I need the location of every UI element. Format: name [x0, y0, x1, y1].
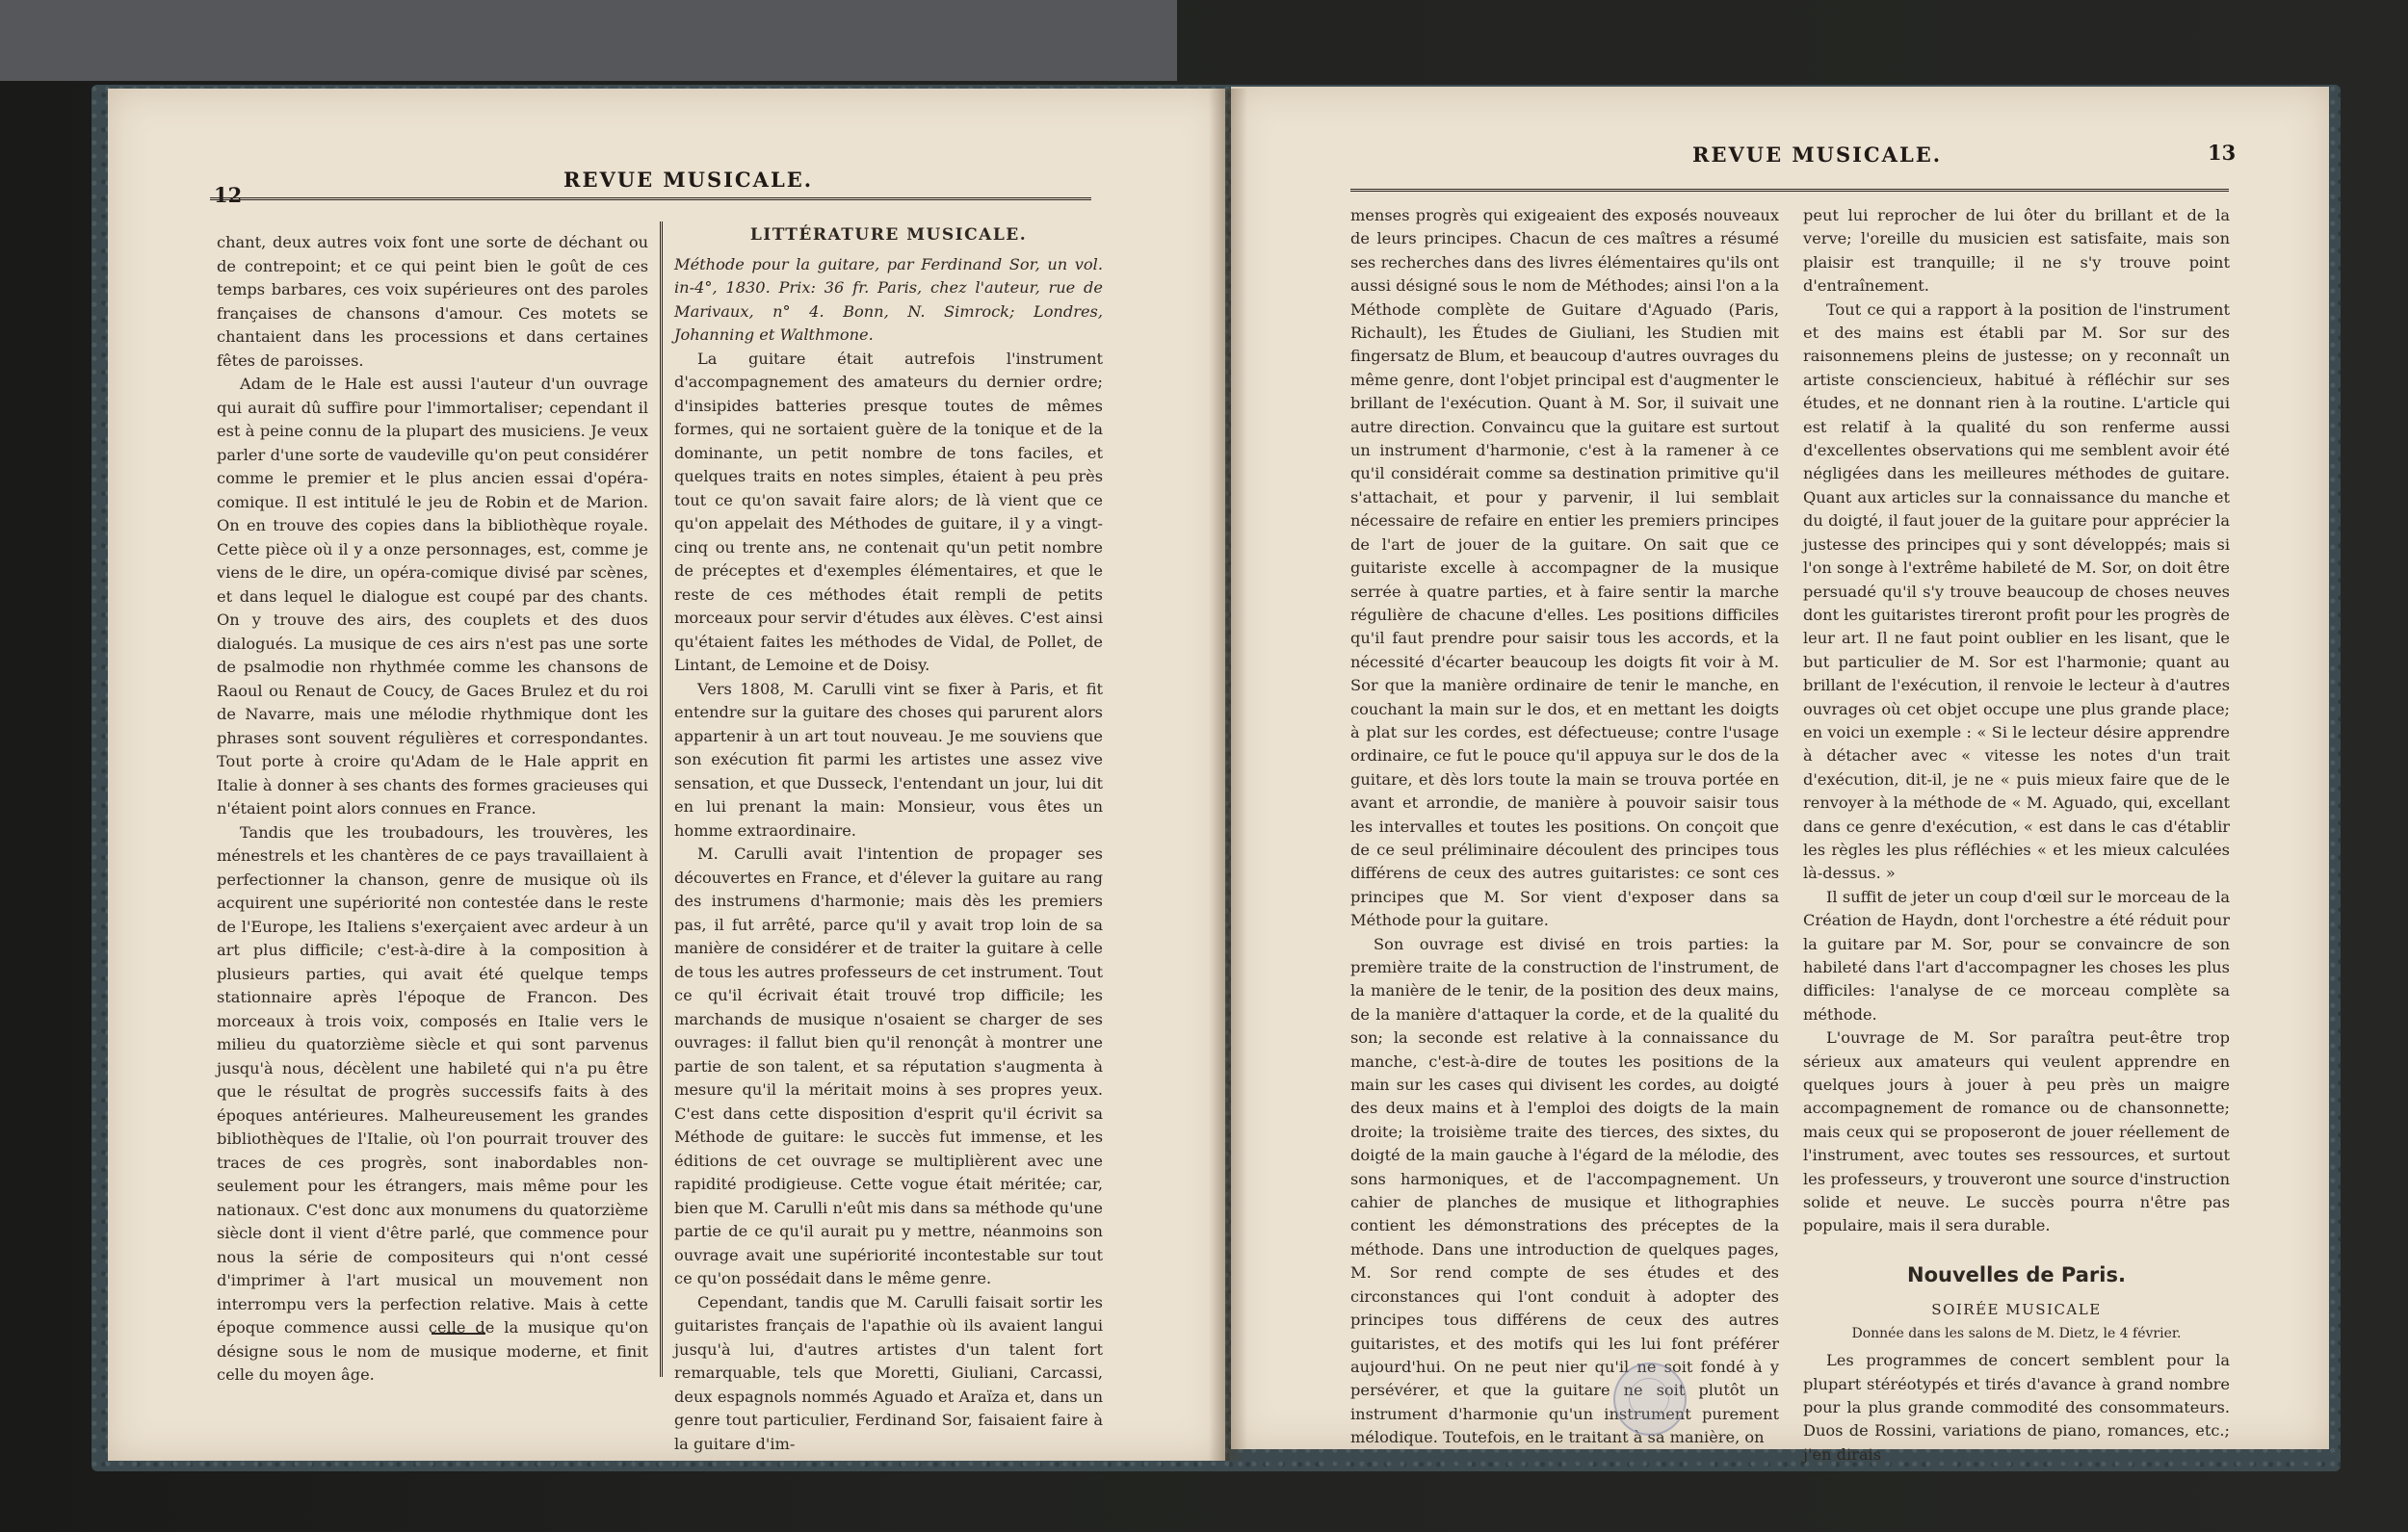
paragraph: M. Carulli avait l'intention de propager ses découvertes en France, et d'élever la guitare au rang des instrumens d'harmonie; mais dès les premiers pas, il fut arrêté, parce qu'il y avait trop loin de sa manière de considérer et de traiter la guitare à celle de tous les autres professeurs de cet instrument. Tout ce qu'il écrivait était trouvé trop difficile; les marchands de musique n'osaient se charger de ses ouvrages: il fallut bien qu'il renonçât à montrer une partie de son talent, et sa réputation s'augmenta à mesure qu'il la méritait moins à ses propres yeux. C'est dans cette disposition d'esprit qu'il écrivit sa Méthode de guitare: le succès fut immense, et les éditions de cet ouvrage se multiplièrent avec une rapidité prodigieuse. Cette vogue était méritée; car, bien que M. Carulli n'eût mis dans sa méthode qu'une partie de ce qu'il aurait pu y mettre, néanmoins son ouvrage avait une supériorité incontestable sur tout ce qu'on possédait dans le même genre.	[674, 844, 1103, 1287]
paragraph: Vers 1808, M. Carulli vint se fixer à Paris, et fit entendre sur la guitare des choses qui parurent alors appartenir à un art tout nouveau. Je me souviens que son exécution fit parmi les artistes une assez vive sensation, et que Dusseck, l'entendant un jour, lui dit en lui prenant la main: Monsieur, vous êtes un homme extraordinaire.	[674, 679, 1103, 840]
paragraph: L'ouvrage de M. Sor paraîtra peut-être trop sérieux aux amateurs qui veulent apprendre en quelques jours à jouer à peu près un maigre accompagnement de romance ou de chansonnette; mais ceux qui se proposeront de jouer réellement de l'instrument, avec toutes ses ressources, et surtout les professeurs, y trouveront une source d'instruction solide et neuve. Le succès pourra n'être pas populaire, mais il sera durable.	[1803, 1028, 2230, 1235]
paragraph: Les programmes de concert semblent pour la plupart stéréotypés et tirés d'avance à grand nombre pour la plus grande commodité des consommateurs. Duos de Rossini, variations de piano, romances, etc.; j'en dirais	[1803, 1351, 2230, 1464]
paragraph: Tout ce qui a rapport à la position de l'instrument et des mains est établi par M. Sor sur des raisonnemens pleins de justesse; on y reconnaît un artiste consciencieux, habitué à réfléchir sur ses études, et ne donnant rien à la routine. L'article qui est relatif à la qualité du son renferme aussi d'excellentes observations qui me semblent avoir été négligées dans les meilleures méthodes de guitare. Quant aux articles sur la connaissance du manche et du doigté, il faut jouer de la guitare pour apprécier la justesse des principes qui y sont développés; mais si l'on songe à l'extrême habileté de M. Sor, on doit être persuadé qu'il s'y trouve beaucoup de choses neuves dont les guitaristes tireront profit pour les progrès de leur art. Il ne faut point oublier en les lisant, que le but particulier de M. Sor est l'harmonie; quant au brillant de l'exécution, il renvoie le lecteur à d'autres ouvrages où cet objet occupe une plus grande place; en voici un exemple : « Si le lecteur désire apprendre à détacher avec « vitesse les notes d'un trait d'exécution, dit-il, je ne « puis mieux faire que de le renvoyer à la méthode de « M. Aguado, qui, excellant dans ce genre d'exécution, « est dans le cas d'établir les règles les plus réfléchies « et les mieux calculées là-dessus. »	[1803, 299, 2230, 883]
right-column-2	[1803, 204, 2230, 1467]
section-title: LITTÉRATURE MUSICALE.	[749, 225, 1028, 245]
paragraph: chant, deux autres voix font une sorte de déchant ou de contrepoint; et ce qui peint bien le goût de ces temps barbares, ces voix supérieures ont des paroles françaises de chansons d'amour. Ces motets se chantaient dans les processions et dans certaines fêtes de paroisses.	[217, 233, 648, 370]
news-title: Nouvelles de Paris.	[1907, 1262, 2126, 1286]
paragraph: Son ouvrage est divisé en trois parties: la première traite de la construction de l'instrument, de la manière de le tenir, de la position des deux mains, de la manière d'attaquer la corde, et de la qualité du son; la seconde est relative à la connaissance du manche, c'est-à-dire de toutes les positions de la main sur les cases qui divisent les cordes, au doigté des deux mains et à l'emploi des doigts de la main droite; la troisième traite des tierces, des sixtes, du doigté de la main gauche à l'égard de la mélodie, des sons harmoniques, et de l'accompagnement. Un cahier de planches de musique et lithographies contient les démonstrations des préceptes de la méthode. Dans une introduction de quelques pages, M. Sor rend compte de ses études et des circonstances qui l'ont conduit à adopter des principes tous différens de ceux des autres guitaristes, et des motifs qui les lui font préférer aujourd'hui. On ne peut nier qu'il ne soit fondé à y persévérer, et que la guitare ne soit plutôt un instrument d'harmonie qu'un instrument purement mélodique. Toutefois, en le traitant à sa manière, on	[1350, 934, 1779, 1447]
right-column-1	[1350, 204, 1779, 1450]
bibliographic-entry: Méthode pour la guitare, par Ferdinand Sor, un vol. in-4°, 1830. Prix: 36 fr. Paris, chez l'auteur, rue de Marivaux, n° 4. Bonn, N. Simrock; Londres, Johanning et Walthmone.	[674, 254, 1103, 344]
left-column-2	[674, 223, 1103, 1456]
paragraph: Adam de le Hale est aussi l'auteur d'un ouvrage qui aurait dû suffire pour l'immortaliser; cependant il est à peine connu de la plupart des musiciens. Je veux parler d'une sorte de vaudeville qu'on peut considérer comme le premier et le plus ancien essai d'opéra-comique. Il est intitulé le jeu de Robin et de Marion. On en trouve des copies dans la bibliothèque royale. Cette pièce où il y a onze personnages, est, comme je viens de le dire, un opéra-comique divisé par scènes, et dans lequel le dialogue est coupé par des chants. On y trouve des airs, des couplets et des duos dialogués. La musique de ces airs n'est pas une sorte de psalmodie non rhythmée comme les chansons de Raoul ou Renaut de Coucy, de Gaces Brulez et du roi de Navarre, mais une mélodie rhythmique dont les phrases sont souvent régulières et correspondantes. Tout porte à croire qu'Adam de le Hale apprit en Italie à donner à ses chants des formes gracieuses qui n'étaient point alors connues en France.	[217, 375, 648, 818]
soiree-title: SOIRÉE MUSICALE	[1931, 1301, 2102, 1319]
paragraph: Il suffit de jeter un coup d'œil sur le morceau de la Création de Haydn, dont l'orchestre a été réduit pour la guitare par M. Sor, pour se convaincre de son habileté dans l'art d'accompagner les choses les plus difficiles: l'analyse de ce morceau complète sa méthode.	[1803, 887, 2230, 1024]
paragraph: Tandis que les troubadours, les trouvères, les ménestrels et les chantères de ce pays travaillaient à perfectionner la chanson, genre de musique où ils acquirent une supériorité non contestée dans le reste de l'Europe, les Italiens s'exerçaient avec ardeur à un art plus difficile; c'est-à-dire à la composition à plusieurs parties, qui avait été quelque temps stationnaire après l'époque de Francon. Des morceaux à trois voix, composés en Italie vers le milieu du quatorzième siècle et qui sont parvenus jusqu'à nous, décèlent une habileté qui n'a pu être que le résultat de progrès successifs faits à des époques antérieures. Malheureusement les grandes bibliothèques de l'Italie, où l'on pourrait trouver des traces de ces progrès, sont inabordables non-seulement pour les étrangers, mais même pour les nationaux. C'est donc aux monumens du quatorzième siècle dont il vient d'être parlé, que commence pour nous la série de compositeurs qui n'ont cessé d'imprimer à l'art musical un mouvement non interrompu vers la perfection relative. Mais à cette époque commence aussi celle de la musique qu'on désigne sous le nom de musique moderne, et finit celle du moyen âge.	[217, 822, 648, 1384]
running-header-left: REVUE MUSICALE.	[563, 168, 814, 192]
header-rule-right	[1350, 189, 2229, 192]
paragraph: peut lui reprocher de lui ôter du brillant et de la verve; l'oreille du musicien est satisfaite, mais son plaisir est tranquille; il ne s'y trouve point d'entraînement.	[1803, 206, 2230, 296]
section-end-rule	[432, 1333, 485, 1335]
column-rule-left	[660, 221, 663, 1377]
background-panel	[0, 0, 1177, 81]
page-number-right: 13	[2208, 141, 2237, 165]
paragraph: menses progrès qui exigeaient des exposés nouveaux de leurs principes. Chacun de ces maîtres a résumé ses recherches dans des livres élémentaires qu'ils ont aussi désigné sous le nom de Méthodes; ainsi l'on a la Méthode complète de Guitare d'Aguado (Paris, Richault), les Études de Giuliani, les Studien mit fingersatz de Blum, et beaucoup d'autres ouvrages du même genre, dont l'objet principal est d'augmenter le brillant de l'exécution. Quant à M. Sor, il suivait une autre direction. Convaincu que la guitare est surtout un instrument d'harmonie, c'est à la ramener à ce qu'il considérait comme sa destination primitive qu'il s'attachait, et pour y parvenir, il lui semblait nécessaire de refaire en entier les premiers principes de l'art de jouer de la guitare. On sait que ce guitariste excelle à accompagner de la musique serrée à quatre parties, et à faire sentir la marche régulière de chacune d'elles. Les positions difficiles qu'il faut prendre pour saisir tous les accords, et la nécessité d'écarter beaucoup les doigts fit voir à M. Sor que la manière ordinaire de tenir le manche, en couchant la main sur le dos, et en mettant les doigts à plat sur les cordes, est défectueuse; contre l'usage ordinaire, ce fut le pouce qu'il appuya sur le dos de la guitare, et dès lors toute la main se trouva portée en avant et arrondie, de manière à pouvoir saisir tous les intervalles et toutes les positions. On conçoit que de ce seul préliminaire découlent des principes tous différens de ceux des autres guitaristes: ce sont ces principes que M. Sor vient d'exposer dans sa Méthode pour la guitare.	[1350, 206, 1779, 930]
paragraph: La guitare était autrefois l'instrument d'accompagnement des amateurs du dernier ordre; d'insipides batteries presque toutes de mêmes formes, qui ne sortaient guère de la tonique et de la dominante, un petit nombre de tons faciles, et quelques traits en notes simples, étaient à peu près tout ce qu'on savait faire alors; de là vient que ce qu'on appelait des Méthodes de guitare, il y a vingt-cinq ou trente ans, ne contenait qu'un petit nombre de préceptes et d'exemples élémentaires, et que le reste de ces méthodes était rempli de petits morceaux pour servir d'études aux élèves. C'est ainsi qu'étaient faites les méthodes de Vidal, de Pollet, de Lintant, de Lemoine et de Doisy.	[674, 349, 1103, 674]
left-column-1	[217, 231, 648, 1388]
paragraph: Cependant, tandis que M. Carulli faisait sortir les guitaristes français de l'apathie où ils avaient langui jusqu'à lui, d'autres artistes d'un talent fort remarquable, tels que Moretti, Giuliani, Carcassi, deux espagnols nommés Aguado et Araïza et, dans un genre tout particulier, Ferdinand Sor, faisaient faire à la guitare d'im-	[674, 1292, 1103, 1453]
library-stamp	[1613, 1363, 1687, 1436]
page-number-left: 12	[214, 183, 243, 207]
header-rule-left	[210, 197, 1091, 200]
running-header-right: REVUE MUSICALE.	[1692, 143, 1943, 167]
book-gutter	[1209, 89, 1247, 1461]
soiree-subtitle: Donnée dans les salons de M. Dietz, le 4 février.	[1851, 1325, 2182, 1341]
